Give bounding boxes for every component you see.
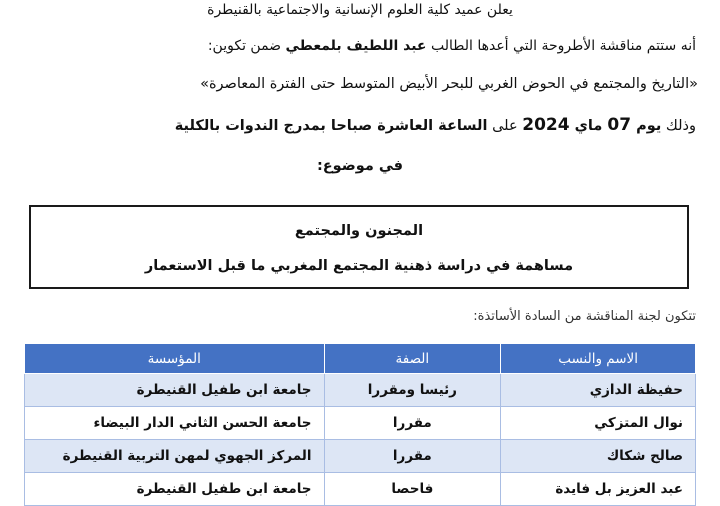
committee-header-row <box>25 344 696 374</box>
thesis-subtitle: مساهمة في دراسة ذهنية المجتمع المغربي ما قبل الاستعمار <box>144 258 574 274</box>
defense-intro-line <box>208 38 696 54</box>
date-month: ماي <box>569 118 608 134</box>
date-year: 2024 <box>522 115 570 135</box>
date-day: 07 <box>607 115 632 135</box>
member-name: حفيظة الدازي <box>501 374 696 407</box>
table-row <box>25 473 696 506</box>
member-name: عبد العزيز بل فايدة <box>501 473 696 506</box>
time-prefix: على <box>487 118 523 134</box>
day-word: يوم <box>631 118 662 134</box>
member-institution: جامعة الحسن الثاني الدار البيضاء <box>25 407 325 440</box>
member-institution: جامعة ابن طفيل القنيطرة <box>25 473 325 506</box>
time-venue: الساعة العاشرة صباحا بمدرج الندوات بالكلية <box>174 118 488 134</box>
defense-intro-suffix: ضمن تكوين: <box>207 38 286 54</box>
header-name: الاسم والنسب <box>501 344 696 374</box>
subject-label: في موضوع: <box>316 158 404 174</box>
date-time-line <box>175 115 696 135</box>
thesis-topic-box <box>29 205 689 289</box>
dean-announcement-line: يعلن عميد كلية العلوم الإنسانية والاجتماعية بالقنيطرة <box>207 2 513 18</box>
table-row <box>25 374 696 407</box>
table-row <box>25 440 696 473</box>
member-role: فاحصا <box>324 473 501 506</box>
student-name: عبد اللطيف بلمعطي <box>285 38 427 54</box>
member-institution: المركز الجهوي لمهن التربية القنيطرة <box>25 440 325 473</box>
member-institution: جامعة ابن طفيل القنيطرة <box>25 374 325 407</box>
member-role: مقررا <box>324 407 501 440</box>
date-prefix: وذلك <box>661 118 696 134</box>
member-role: مقررا <box>324 440 501 473</box>
committee-table <box>24 343 696 506</box>
program-name: «التاريخ والمجتمع في الحوض الغربي للبحر الأبيض المتوسط حتى الفترة المعاصرة» <box>200 76 698 92</box>
header-role: الصفة <box>324 344 501 374</box>
header-institution: المؤسسة <box>25 344 325 374</box>
member-name: صالح شكاك <box>501 440 696 473</box>
thesis-title: المجنون والمجتمع <box>294 223 424 239</box>
member-role: رئيسا ومقررا <box>324 374 501 407</box>
table-row <box>25 407 696 440</box>
committee-intro: تتكون لجنة المناقشة من السادة الأساتذة: <box>473 309 696 324</box>
member-name: نوال المتزكي <box>501 407 696 440</box>
defense-intro-prefix: أنه ستتم مناقشة الأطروحة التي أعدها الطالب <box>426 38 696 54</box>
